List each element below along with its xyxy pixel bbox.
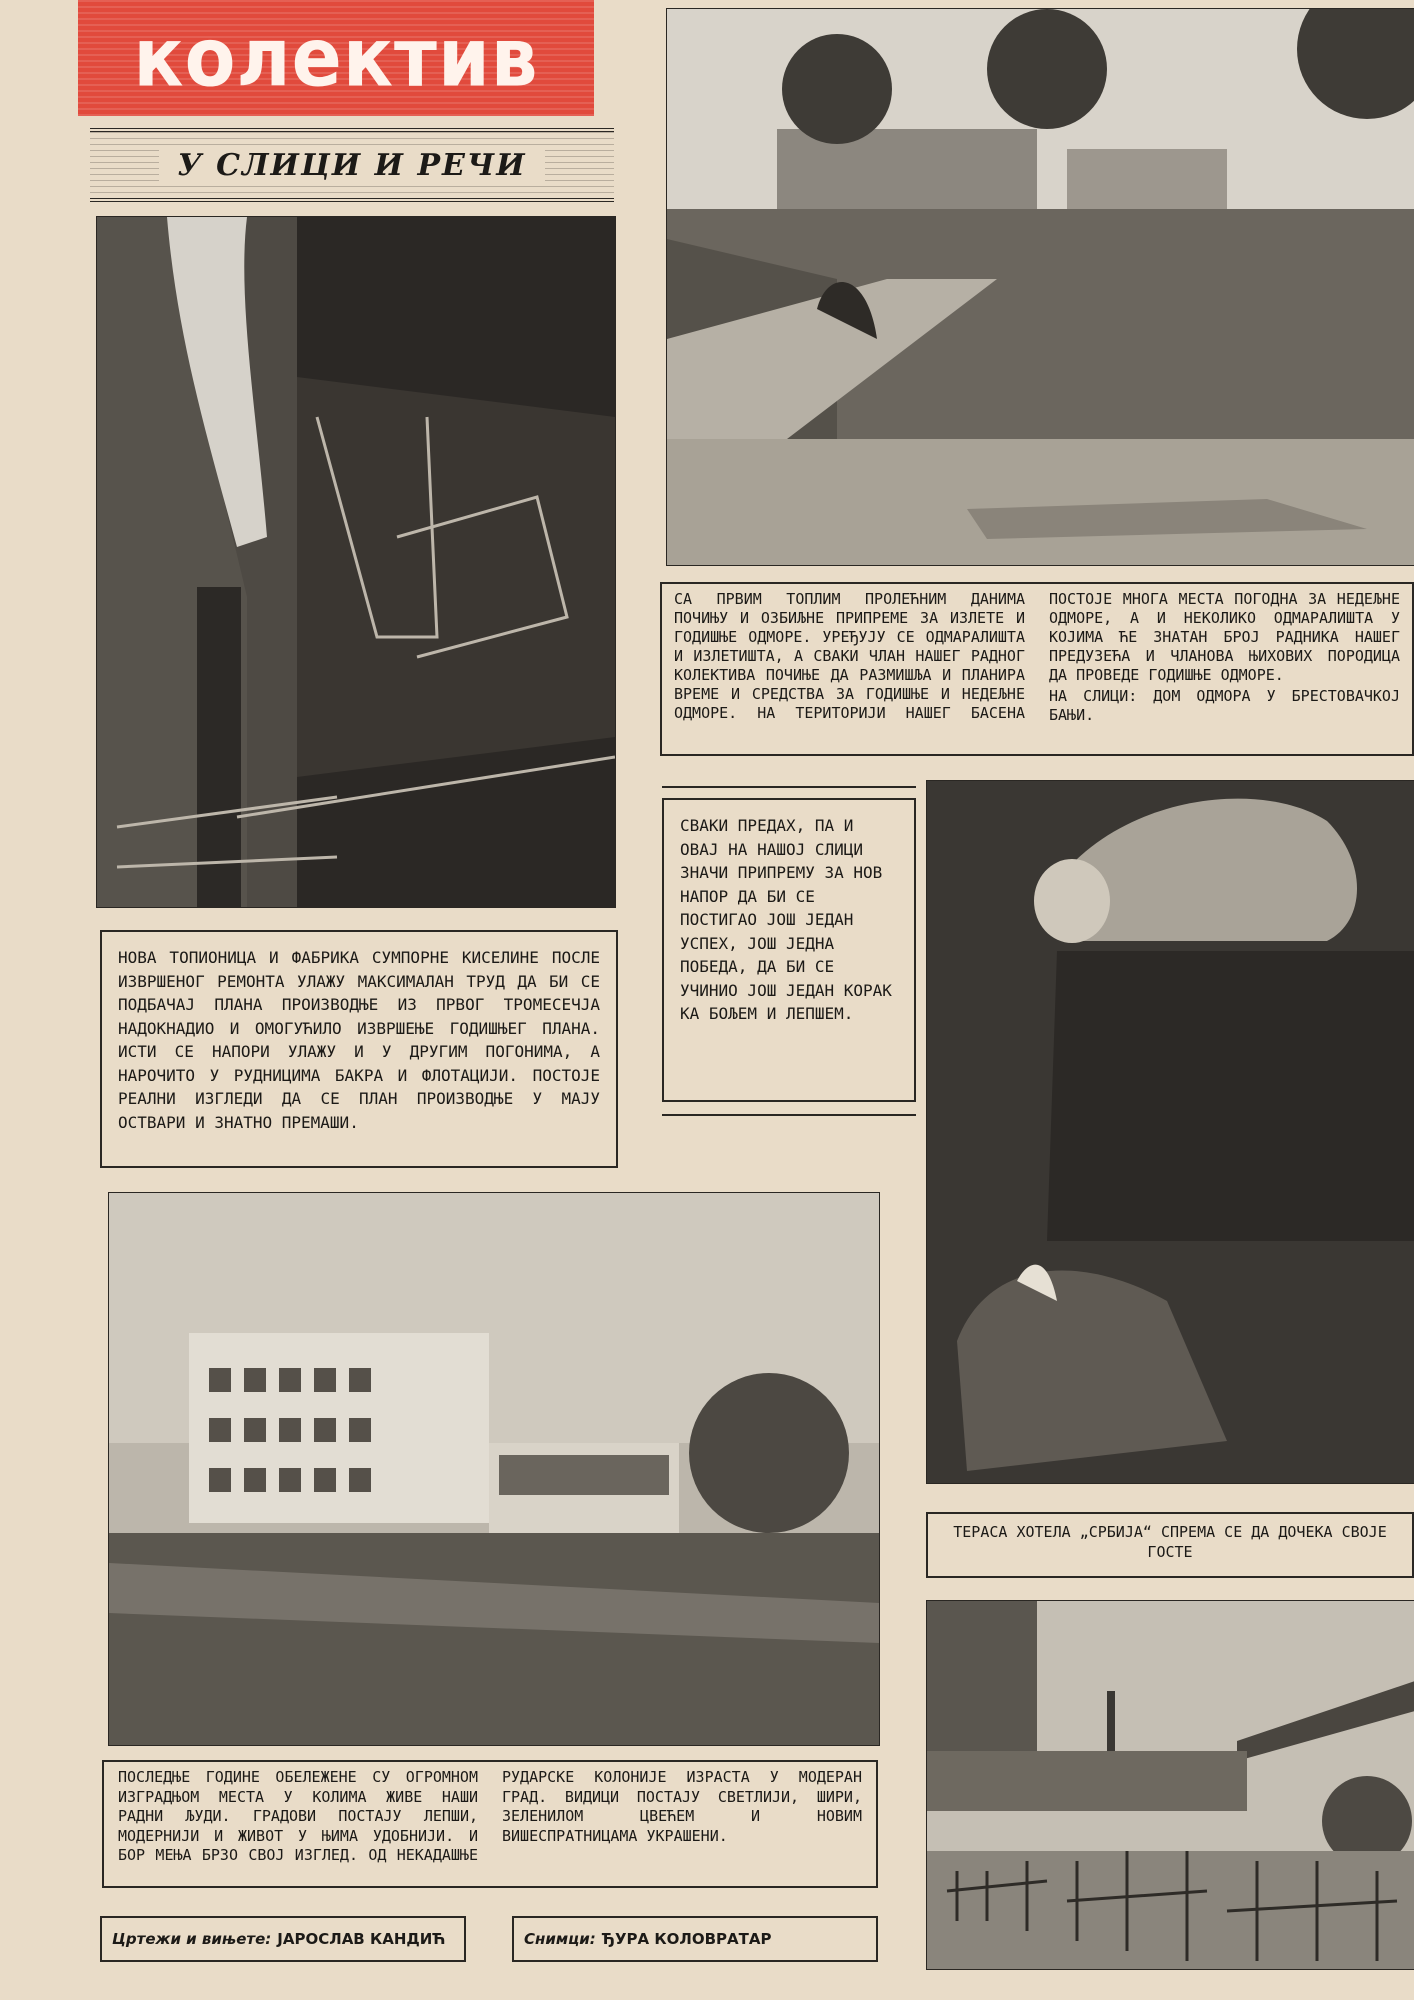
credit-photos [512,1916,878,1962]
article-town-text: ПОСЛЕДЊЕ ГОДИНЕ ОБЕЛЕЖЕНЕ СУ ОГРОМНОМ ИЗГРАДЊОМ МЕСТА У КОЛИМА ЖИВЕ НАШИ РАДНИ ЉУДИ. ГРАДОВИ ПОСТАЈУ ЛЕПШИ, МОДЕРНИЈИ И ЖИВОТ У ЊИМА УДОБНИЈИ. И БОР МЕЊА БРЗО СВОЈ ИЗГЛЕД. ОД НЕКАДАШЊЕ РУДАРСКЕ КОЛОНИЈЕ ИЗРАСТА У МОДЕРАН ГРАД. ВИДИЦИ ПОСТАЈУ СВЕТЛИЈИ, ШИРИ, ЗЕЛЕНИЛОМ ЦВЕЋЕМ И НОВИМ ВИШЕСПРАТНИЦАМА УКРАШЕНИ. [118,1768,862,1864]
credit-photos-label: Снимци: [524,1930,596,1948]
photo-miner [926,780,1414,1484]
article-spa [660,582,1414,756]
rule [662,786,916,788]
article-town [102,1760,878,1888]
article-miner-text: СВАКИ ПРЕДАХ, ПА И ОВАЈ НА НАШОЈ СЛИЦИ ЗНАЧИ ПРИПРЕМУ ЗА НОВ НАПОР ДА БИ СЕ ПОСТИГАО ЈОШ ЈЕДАН УСПЕХ, ЈОШ ЈЕДНА ПОБЕДА, ДА БИ СЕ УЧИНИО ЈОШ ЈЕДАН КОРАК КА БОЉЕМ И ЛЕПШЕМ. [680,816,892,1023]
article-terrace-text: ТЕРАСА ХОТЕЛА „СРБИЈА“ СПРЕМА СЕ ДА ДОЧЕКА СВОЈЕ ГОСТЕ [953,1523,1387,1561]
article-miner [662,798,916,1102]
article-spa-text: СА ПРВИМ ТОПЛИМ ПРОЛЕЋНИМ ДАНИМА ПОЧИЊУ И ОЗБИЉНЕ ПРИПРЕМЕ ЗА ИЗЛЕТЕ И ГОДИШЊЕ ОДМОРЕ. УРЕЂУЈУ СЕ ОДМАРАЛИШТА И ИЗЛЕТИШТА, А СВАКИ ЧЛАН НАШЕГ РАДНОГ КОЛЕКТИВА ПОЧИЊЕ ДА РАЗМИШЉА И ПЛАНИРА ВРЕМЕ И СРЕДСТВА ЗА ГОДИШЊЕ И НЕДЕЉНЕ ОДМОРЕ. НА ТЕРИТОРИЈИ НАШЕГ БАСЕНА ПОСТОЈЕ МНОГА МЕСТА ПОГОДНА ЗА НЕДЕЉНЕ ОДМОРЕ, А И НЕКОЛИКО ОДМАРАЛИШТА У КОЈИМА ЋЕ ЗНАТАН БРОЈ РАДНИКА НАШЕГ ПРЕДУЗЕЋА И ЧЛАНОВА ЊИХОВИХ ПОРОДИЦА ДА ПРОВЕДЕ ГОДИШЊЕ ОДМОРЕ. [674,590,1400,722]
article-terrace [926,1512,1414,1578]
article-spa-caption: НА СЛИЦИ: ДОМ ОДМОРА У БРЕСТОВАЧКОЈ БАЊИ. [1049,687,1400,724]
credit-photos-name: ЂУРА КОЛОВРАТАР [601,1930,772,1948]
photo-spa [666,8,1414,566]
masthead [78,0,594,116]
rule [662,1114,916,1116]
photo-town [108,1192,880,1746]
masthead-title: колектив [133,10,539,106]
credit-drawings [100,1916,466,1962]
credit-drawings-name: ЈАРОСЛАВ КАНДИЋ [277,1930,446,1948]
section-subtitle-box [90,128,614,202]
section-subtitle: У СЛИЦИ И РЕЧИ [159,148,544,183]
photo-smelter [96,216,616,908]
article-smelter-text: НОВА ТОПИОНИЦА И ФАБРИКА СУМПОРНЕ КИСЕЛИНЕ ПОСЛЕ ИЗВРШЕНОГ РЕМОНТА УЛАЖУ МАКСИМАЛАН ТРУД ДА БИ СЕ ПОДБАЧАЈ ПЛАНА ПРОИЗВОДЊЕ ИЗ ПРВОГ ТРОМЕСЕЧЈА НАДОКНАДИО И ОМОГУЋИЛО ИЗВРШЕЊЕ ГОДИШЊЕГ ПЛАНА. ИСТИ СЕ НАПОРИ УЛАЖУ И У ДРУГИМ ПОГОНИМА, А НАРОЧИТО У РУДНИЦИМА БАКРА И ФЛОТАЦИЈИ. ПОСТОЈЕ РЕАЛНИ ИЗГЛЕДИ ДА СЕ ПЛАН ПРОИЗВОДЊЕ У МАЈУ ОСТВАРИ И ЗНАТНО ПРЕМАШИ. [118,948,600,1132]
article-smelter [100,930,618,1168]
credit-drawings-label: Цртежи и вињете: [112,1930,272,1948]
photo-terrace [926,1600,1414,1970]
